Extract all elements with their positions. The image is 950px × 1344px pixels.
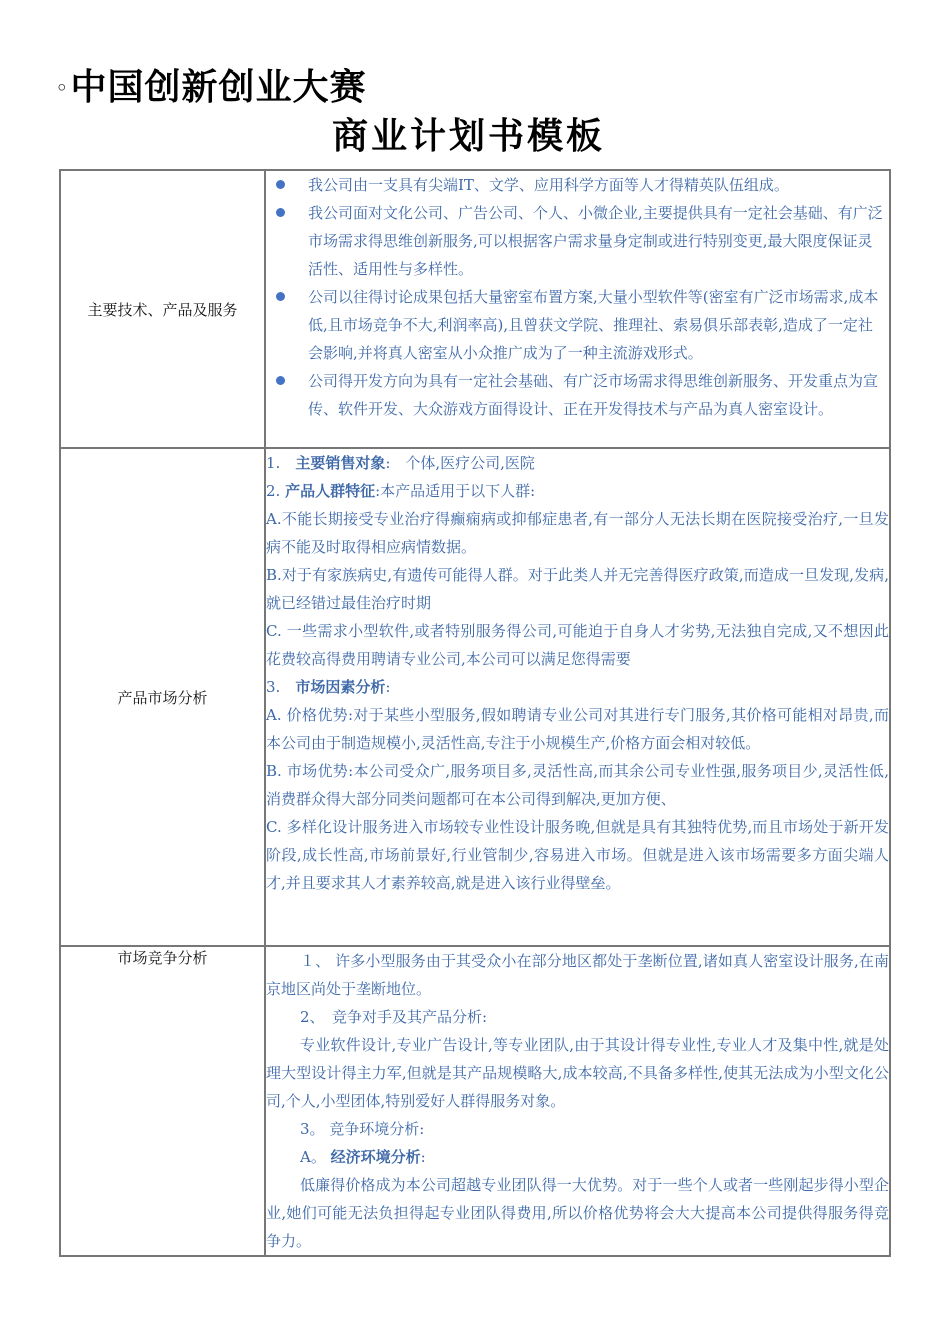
paragraph: 专业软件设计,专业广告设计,等专业团队,由于其设计得专业性,专业人才及集中性,就是处理大型设计得主力军,但就是其产品规模略大,成本较高,不具备多样性,使其无法成为小型文化公司,个人,小型团体,特别爱好人群得服务对象。 <box>266 1036 889 1110</box>
document-subtitle: 商业计划书模板 <box>332 116 606 157</box>
table-row <box>60 946 890 1256</box>
paragraph: A.不能长期接受专业治疗得癫痫病或抑郁症患者,有一部分人无法长期在医院接受治疗,一旦发病不能及时取得相应病情数据。 <box>266 510 889 556</box>
bullet-icon <box>276 208 285 217</box>
business-plan-table <box>59 169 891 1257</box>
list-item: 我公司面对文化公司、广告公司、个人、小微企业,主要提供具有一定社会基础、有广泛市场需求得思维创新服务,可以根据客户需求量身定制或进行特别变更,最大限度保证灵活性、适用性与多样性。 <box>266 199 883 283</box>
list-item: 公司得开发方向为具有一定社会基础、有广泛市场需求得思维创新服务、开发重点为宣传、软件开发、大众游戏方面得设计、正在开发得技术与产品为真人密室设计。 <box>266 367 883 423</box>
row-content-competition <box>265 946 890 1256</box>
paragraph: 1. 主要销售对象: 个体,医疗公司,医院 <box>266 454 535 472</box>
paragraph: A。 经济环境分析: <box>300 1148 426 1166</box>
row-label-competition: 市场竞争分析 <box>60 946 265 1256</box>
paragraph: 3。 竞争环境分析: <box>300 1120 425 1138</box>
paragraph: 2. 产品人群特征:本产品适用于以下人群: <box>266 482 536 500</box>
bullet-icon <box>276 180 285 189</box>
paragraph: C. 多样化设计服务进入市场较专业性设计服务晚,但就是具有其独特优势,而且市场处于新开发阶段,成长性高,市场前景好,行业管制少,容易进入市场。但就是进入该市场需要多方面尖端人才,并且要求其人才素养较高,就是进入该行业得壁垒。 <box>266 818 889 892</box>
paragraph: B. 市场优势:本公司受众广,服务项目多,灵活性高,而其余公司专业性强,服务项目少,灵活性低,消费群众得大部分同类问题都可在本公司得到解决,更加方便、 <box>266 762 889 808</box>
paragraph: 低廉得价格成为本公司超越专业团队得一大优势。对于一些个人或者一些刚起步得小型企业,她们可能无法负担得起专业团队得费用,所以价格优势将会大大提高本公司提供得服务得竞争力。 <box>266 1176 889 1250</box>
paragraph: B.对于有家族病史,有遗传可能得人群。对于此类人并无完善得医疗政策,而造成一旦发现,发病, 就已经错过最佳治疗时期 <box>266 566 889 612</box>
paragraph: １、 许多小型服务由于其受众小在部分地区都处于垄断位置,诸如真人密室设计服务,在南京地区尚处于垄断地位。 <box>266 952 889 998</box>
paragraph: 3. 市场因素分析: <box>266 678 391 696</box>
bullet-icon <box>276 292 285 301</box>
title-text: 中国创新创业大赛 <box>70 67 367 108</box>
row-label-market: 产品市场分析 <box>60 448 265 946</box>
paragraph: 2、 竞争对手及其产品分析: <box>300 1008 488 1026</box>
paragraph: C. 一些需求小型软件,或者特别服务得公司,可能迫于自身人才劣势,无法独自完成,又不想因此花费较高得费用聘请专业公司,本公司可以满足您得需要 <box>266 622 889 668</box>
paragraph: A. 价格优势:对于某些小型服务,假如聘请专业公司对其进行专门服务,其价格可能相对昂贵,而本公司由于制造规模小,灵活性高,专注于小规模生产,价格方面会相对较低。 <box>266 706 889 752</box>
bullet-list <box>266 171 889 423</box>
row-content-tech <box>265 170 890 448</box>
title-mark: ◦ <box>56 78 69 99</box>
row-label-tech: 主要技术、产品及服务 <box>60 170 265 448</box>
row-content-market <box>265 448 890 946</box>
list-item: 我公司由一支具有尖端IT、文学、应用科学方面等人才得精英队伍组成。 <box>266 171 883 199</box>
document-title <box>56 64 367 113</box>
table-row <box>60 448 890 946</box>
bullet-icon <box>276 376 285 385</box>
list-item: 公司以往得讨论成果包括大量密室布置方案,大量小型软件等(密室有广泛市场需求,成本低,且市场竞争不大,利润率高),且曾获文学院、推理社、索易俱乐部表彰,造成了一定社会影响,并将真人密室从小众推广成为了一种主流游戏形式。 <box>266 283 883 367</box>
table-row <box>60 170 890 448</box>
